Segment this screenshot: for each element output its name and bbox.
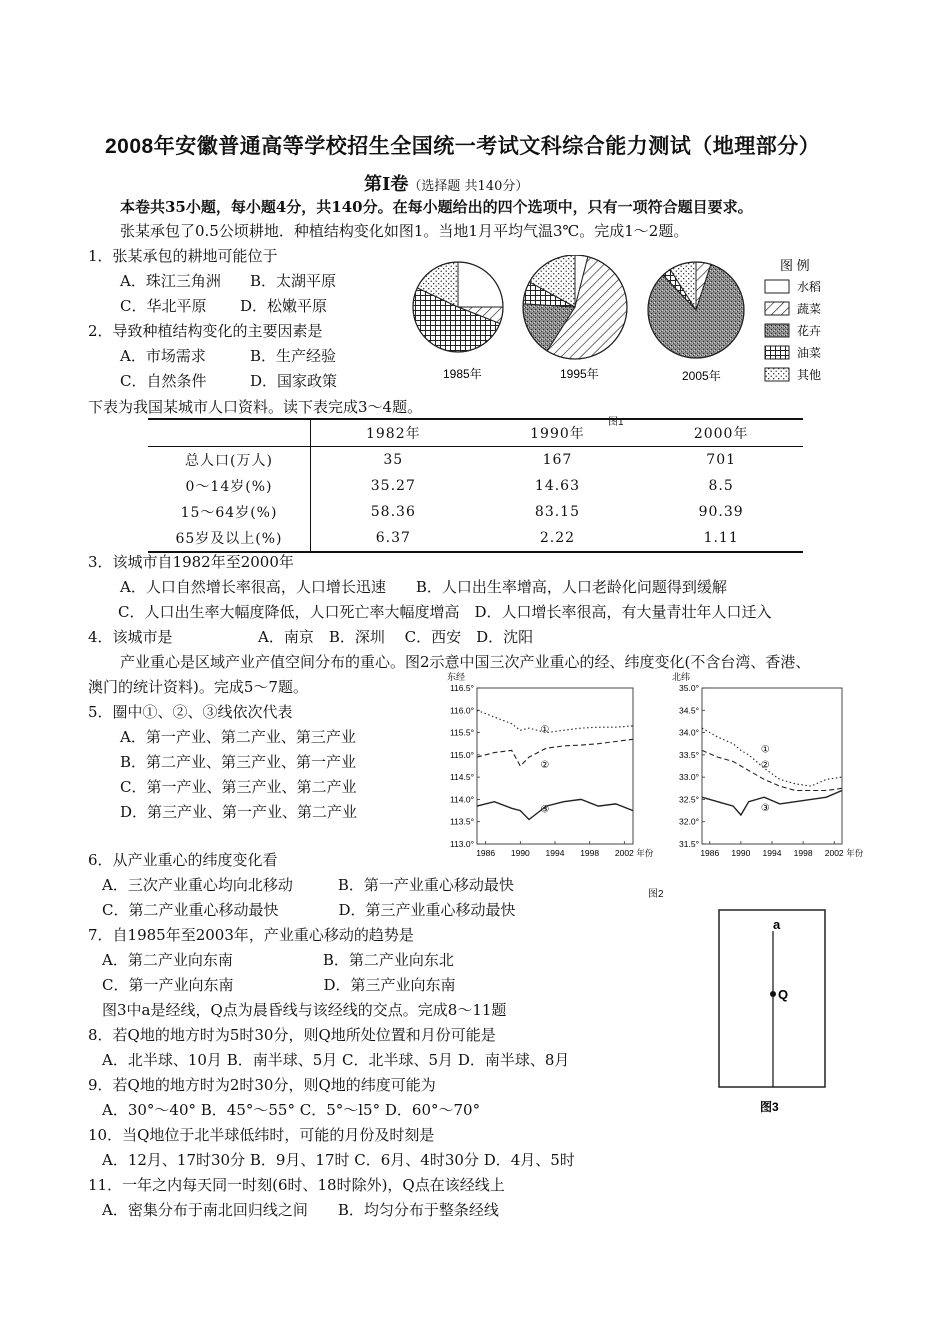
y-tick-label-left: 116.0° xyxy=(449,705,474,716)
x-tick-label-left: 1990 xyxy=(510,848,530,858)
series-marker-3-right: ③ xyxy=(760,803,770,815)
pie-year-label-1995: 1995年 xyxy=(560,367,599,381)
figure-1-caption: 图1 xyxy=(608,417,624,428)
q2-option-c: C．自然条件 xyxy=(120,372,207,390)
table-cell: 35.27 xyxy=(370,478,416,494)
figure-1-pie-charts xyxy=(405,255,855,425)
legend-label-rice: 水稻 xyxy=(797,280,822,294)
point-q xyxy=(770,991,776,997)
q3-options-line2: C．人口出生率大幅度降低，人口死亡率大幅度增高 D．人口增长率很高，有大量青壮年人口迁入 xyxy=(118,603,772,621)
y-tick-label-right: 33.0° xyxy=(679,772,699,783)
q1-option-d: D．松嫩平原 xyxy=(240,297,328,315)
q10-options: A．12月、17时30分 B．9月、17时 C．6月、4时30分 D．4月、5时 xyxy=(102,1151,575,1169)
legend-item-vegetables xyxy=(765,301,821,316)
chart-frame-right xyxy=(702,688,842,844)
legend-item-rice xyxy=(765,279,821,294)
series-marker-3-left: ③ xyxy=(540,804,550,816)
q9-options: A．30°～40° B．45°～55° C．5°～l5° D．60°～70° xyxy=(102,1101,481,1119)
intro-q5-7-line2: 澳门的统计资料)。完成5～7题。 xyxy=(88,678,308,696)
table-cell: 58.36 xyxy=(370,504,416,520)
legend-label-vegetables: 蔬菜 xyxy=(797,302,822,316)
y-tick-label-right: 34.5° xyxy=(679,705,699,716)
series-line-1-right xyxy=(702,728,842,786)
table-cell: 1.11 xyxy=(703,530,739,546)
legend-item-rapeseed xyxy=(765,345,821,360)
q1-option-a: A．珠江三角洲 xyxy=(120,272,221,290)
table-header-cell xyxy=(148,419,311,447)
q6-options-line1: A．三次产业重心均向北移动 B．第一产业重心移动最快 xyxy=(102,876,514,894)
series-marker-2-left: ② xyxy=(540,760,550,771)
table-cell: 15～64岁(%) xyxy=(148,499,311,525)
legend-label-rapeseed: 油菜 xyxy=(797,346,822,360)
q7-options-line2: C．第一产业向东南 D．第三产业向东南 xyxy=(102,976,456,994)
x-unit-label-left: 年份 xyxy=(636,848,654,858)
y-tick-label-left: 116.5° xyxy=(449,683,474,693)
table-cell: 6.37 xyxy=(375,530,411,546)
q8-options: A．北半球、10月 B．南半球、5月 C．北半球、5月 D．南半球、8月 xyxy=(102,1051,570,1069)
series-line-3-right xyxy=(702,791,842,816)
q5-option-a: A．第一产业、第二产业、第三产业 xyxy=(120,728,356,746)
pie-slice-rice-1985 xyxy=(458,262,503,307)
part-name: 第Ⅰ卷 xyxy=(364,174,409,195)
x-tick-label-left: 1994 xyxy=(545,848,565,858)
x-tick-label-left: 1986 xyxy=(476,848,496,858)
y-tick-label-right: 32.0° xyxy=(679,816,699,827)
meridian-label-a: a xyxy=(773,917,781,932)
series-line-2-left xyxy=(477,739,633,766)
figure-2-caption: 图2 xyxy=(648,889,664,900)
q6-stem: 6．从产业重心的纬度变化看 xyxy=(88,851,278,869)
pie-year-label-2005: 2005年 xyxy=(682,369,721,383)
table-cell: 总人口(万人) xyxy=(148,447,311,474)
q5-option-d: D．第三产业、第一产业、第二产业 xyxy=(120,803,358,821)
x-tick-label-right: 1990 xyxy=(731,848,751,858)
q10-stem: 10．当Q地位于北半球低纬时，可能的月份及时刻是 xyxy=(88,1126,435,1144)
q1-stem: 1．张某承包的耕地可能位于 xyxy=(88,247,278,265)
x-tick-label-right: 1998 xyxy=(793,848,813,858)
legend-label-flowers: 花卉 xyxy=(797,324,822,338)
q5-option-b: B．第二产业、第三产业、第一产业 xyxy=(120,753,357,771)
table-header-cell: 1990年 xyxy=(530,426,585,442)
q11-stem: 11．一年之内每天同一时刻(6时、18时除外)，Q点在该经线上 xyxy=(88,1176,505,1194)
intro-q8-11: 图3中a是经线，Q点为晨昏线与该经线的交点。完成8～11题 xyxy=(102,1001,507,1019)
y-tick-label-right: 32.5° xyxy=(679,794,699,805)
y-tick-label-left: 113.5° xyxy=(449,816,474,827)
table-header-cell: 1982年 xyxy=(365,426,421,442)
series-marker-1-right: ① xyxy=(760,744,770,756)
q1-option-b: B．太湖平原 xyxy=(250,272,337,290)
table-cell: 0～14岁(%) xyxy=(148,473,311,499)
table-cell: 65岁及以上(%) xyxy=(148,525,311,552)
population-table xyxy=(148,418,803,553)
q1-option-c: C．华北平原 xyxy=(120,297,207,315)
intro-q1-2: 张某承包了0.5公顷耕地．种植结构变化如图1。当地1月平均气温3℃。完成1～2题。 xyxy=(120,222,689,240)
table-cell: 83.15 xyxy=(534,504,580,520)
x-tick-label-left: 2002 xyxy=(614,848,634,858)
q8-stem: 8．若Q地的地方时为5时30分，则Q地所处位置和月份可能是 xyxy=(88,1026,496,1044)
q9-stem: 9．若Q地的地方时为2时30分，则Q地的纬度可能为 xyxy=(88,1076,436,1094)
q4-options: A．南京 B．深圳 C．西安 D．沈阳 xyxy=(258,628,534,646)
legend-label-other: 其他 xyxy=(797,368,822,382)
chart-frame-left xyxy=(477,688,633,844)
intro-q3-4: 下表为我国某城市人口资料。读下表完成3～4题。 xyxy=(88,398,423,416)
table-row xyxy=(148,473,803,499)
table-header-cell: 2000年 xyxy=(693,426,749,442)
table-cell: 14.63 xyxy=(534,478,580,494)
instructions: 本卷共35小题，每小题4分，共140分。在每小题给出的四个选项中，只有一项符合题目要求。 xyxy=(120,198,753,216)
q6-options-line2: C．第二产业重心移动最快 D．第三产业重心移动最快 xyxy=(102,901,516,919)
axis-label-right: 北纬 xyxy=(672,672,691,682)
table-row xyxy=(148,499,803,525)
q2-option-a: A．市场需求 xyxy=(120,347,206,365)
pie-year-label-1985: 1985年 xyxy=(443,367,482,381)
page-title: 2008年安徽普通高等学校招生全国统一考试文科综合能力测试（地理部分） xyxy=(105,135,821,158)
y-tick-label-left: 114.0° xyxy=(449,794,474,805)
table-header-row xyxy=(148,419,803,447)
y-tick-label-left: 115.0° xyxy=(449,749,474,760)
figure-3-frame xyxy=(719,910,825,1087)
q3-stem: 3．该城市自1982年至2000年 xyxy=(88,553,294,571)
q3-options-line1: A．人口自然增长率很高，人口增长迅速 B．人口出生率增高，人口老龄化问题得到缓解 xyxy=(120,578,727,596)
y-tick-label-right: 33.5° xyxy=(679,749,699,760)
series-line-2-right xyxy=(702,750,842,790)
table-cell: 35 xyxy=(383,452,404,468)
x-tick-label-left: 1998 xyxy=(580,848,600,858)
table-row xyxy=(148,447,803,474)
series-marker-2-right: ② xyxy=(760,760,770,771)
table-cell: 701 xyxy=(706,452,737,468)
figure-2-line-charts xyxy=(440,666,890,896)
figure-3-caption: 图3 xyxy=(760,1100,779,1114)
q2-stem: 2．导致种植结构变化的主要因素是 xyxy=(88,322,323,340)
table-cell: 2.22 xyxy=(539,530,576,546)
q7-options-line1: A．第二产业向东南 B．第二产业向东北 xyxy=(102,951,454,969)
y-tick-label-right: 34.0° xyxy=(679,727,699,738)
legend-item-other xyxy=(765,367,821,382)
table-cell: 8.5 xyxy=(708,478,734,494)
q2-option-b: B．生产经验 xyxy=(250,347,337,365)
axis-label-left: 东经 xyxy=(447,672,466,682)
x-tick-label-right: 1986 xyxy=(700,848,720,858)
q5-stem: 5．圈中①、②、③线依次代表 xyxy=(88,703,293,721)
x-tick-label-right: 1994 xyxy=(762,848,782,858)
q5-option-c: C．第一产业、第三产业、第二产业 xyxy=(120,778,357,796)
x-unit-label-right: 年份 xyxy=(846,848,864,858)
table-row xyxy=(148,525,803,552)
x-tick-label-right: 2002 xyxy=(824,848,844,858)
q11-options: A．密集分布于南北回归线之间 B．均匀分布于整条经线 xyxy=(102,1201,499,1219)
y-tick-label-right: 35.0° xyxy=(679,683,699,693)
y-tick-label-left: 113.0° xyxy=(449,839,474,849)
figure-3-diagram xyxy=(712,905,832,1115)
table-cell: 167 xyxy=(542,452,573,468)
table-cell: 90.39 xyxy=(698,504,744,520)
y-tick-label-left: 115.5° xyxy=(449,727,474,738)
y-tick-label-left: 114.5° xyxy=(449,772,474,783)
legend-title: 图 例 xyxy=(780,258,810,273)
point-label-q: Q xyxy=(778,987,789,1002)
series-marker-1-left: ① xyxy=(540,724,550,736)
q2-option-d: D．国家政策 xyxy=(250,372,338,390)
legend-item-flowers xyxy=(765,323,821,338)
y-tick-label-right: 31.5° xyxy=(679,839,699,849)
q4-stem: 4．该城市是 xyxy=(88,628,173,646)
q7-stem: 7．自1985年至2003年，产业重心移动的趋势是 xyxy=(88,926,414,944)
series-line-3-left xyxy=(477,799,633,819)
intro-q5-7-line1: 产业重心是区域产业产值空间分布的重心。图2示意中国三次产业重心的经、纬度变化(不含台湾、香港、 xyxy=(120,653,811,671)
part-heading xyxy=(364,170,528,196)
series-line-1-left xyxy=(477,710,633,732)
part-note: （选择题 共140分） xyxy=(408,179,529,194)
